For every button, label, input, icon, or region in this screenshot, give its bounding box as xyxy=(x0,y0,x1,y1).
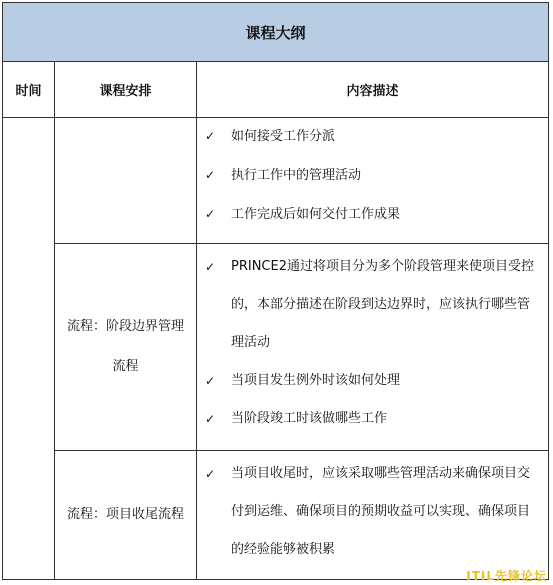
checkmark-icon: ✓ xyxy=(205,207,216,221)
time-cell xyxy=(3,117,55,579)
table-title: 课程大纲 xyxy=(3,3,548,62)
list-item xyxy=(203,205,540,224)
section-row xyxy=(55,244,548,451)
checkmark-icon: ✓ xyxy=(205,129,216,143)
list-item xyxy=(203,166,540,185)
list-item xyxy=(203,248,540,362)
item-text: 工作完成后如何交付工作成果 xyxy=(231,207,401,222)
description-cell xyxy=(197,244,548,450)
list-item xyxy=(203,127,540,146)
schedule-cell: 流程：项目收尾流程 xyxy=(55,451,197,579)
item-text: 当阶段竣工时该做哪些工作 xyxy=(231,411,388,426)
section-row xyxy=(55,451,548,579)
description-cell xyxy=(197,117,548,243)
list-item xyxy=(203,455,540,569)
list-item xyxy=(203,362,540,400)
watermark: ITIL先锋论坛 xyxy=(466,569,547,583)
checkmark-icon: ✓ xyxy=(205,260,216,274)
schedule-cell xyxy=(55,117,197,243)
description-cell xyxy=(197,451,548,579)
item-text: PRINCE2通过将项目分为多个阶段管理来使项目受控的，本部分描述在阶段到达边界时，应该执行哪些管理活动 xyxy=(231,259,534,350)
header-schedule: 课程安排 xyxy=(55,61,197,117)
header-description: 内容描述 xyxy=(346,83,399,99)
list-item xyxy=(203,400,540,438)
checkmark-icon: ✓ xyxy=(205,374,216,388)
header-row xyxy=(3,61,548,118)
item-text: 如何接受工作分派 xyxy=(231,129,336,144)
header-time: 时间 xyxy=(3,61,55,117)
item-text: 执行工作中的管理活动 xyxy=(231,168,362,183)
schedule-cell: 流程：阶段边界管理流程 xyxy=(55,244,197,450)
course-outline-table xyxy=(2,2,549,580)
item-text: 当项目发生例外时该如何处理 xyxy=(231,373,401,388)
checkmark-icon: ✓ xyxy=(205,467,216,481)
checkmark-icon: ✓ xyxy=(205,168,216,182)
section-row xyxy=(55,117,548,244)
item-text: 当项目收尾时，应该采取哪些管理活动来确保项目交付到运维、确保项目的预期收益可以实现、确保项目的经验能够被积累 xyxy=(231,466,531,557)
checkmark-icon: ✓ xyxy=(205,412,216,426)
